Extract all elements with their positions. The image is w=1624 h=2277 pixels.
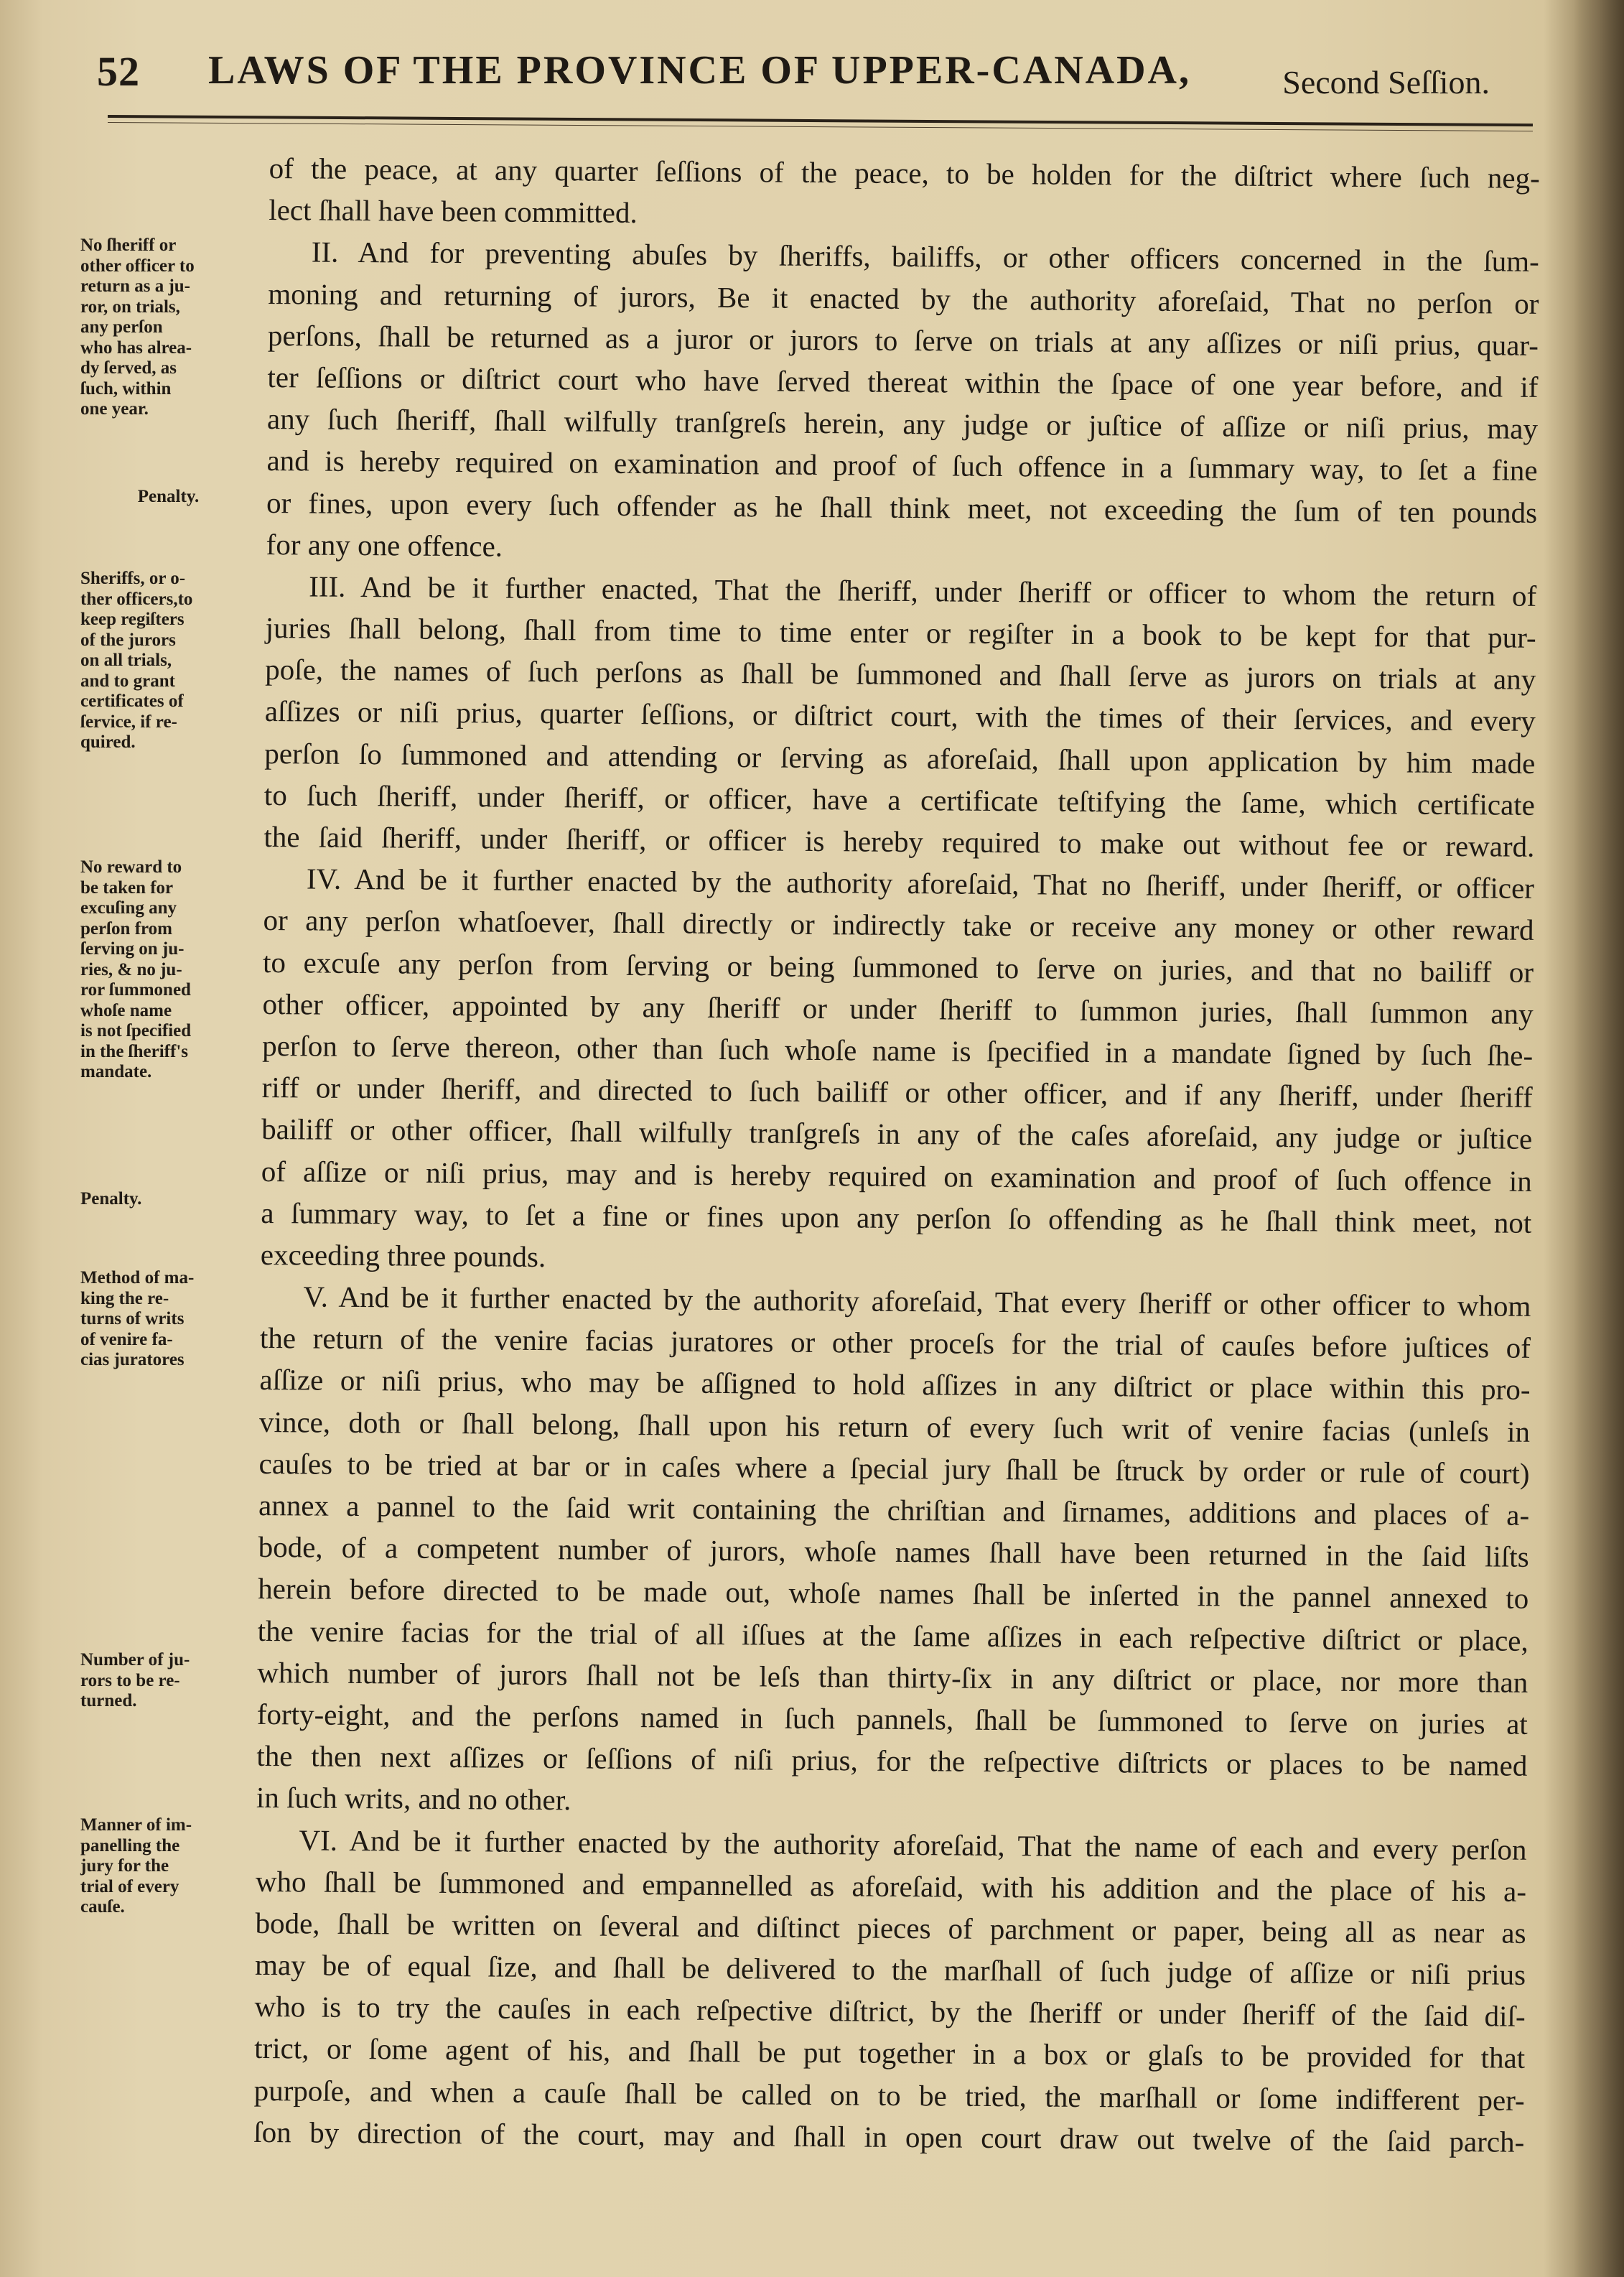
- margin-note-sheriffs-registers: Sheriffs, or o- ther officers,to keep regiſters of the jurors on all trials, and to grant certificates of ſervice, if re- quired.: [80, 569, 193, 752]
- text-line: vince, doth or ſhall belong, ſhall upon his return of every ſuch writ of venire facias (unleſs in: [258, 1405, 1531, 1448]
- running-head: [97, 42, 1504, 121]
- margin-note-no-reward: No reward to be taken for excuſing any perſon from ſerving on ju- ries, & no ju- ror ſummoned whoſe name is not ſpecified in the ſheriff's mandate.: [80, 857, 192, 1081]
- text-line: of aſſize or niſi prius, may and is hereby required on examination and proof of ſuch offence in: [261, 1154, 1532, 1198]
- text-line: bode, of a competent number of jurors, whoſe names ſhall have been returned in the ſaid liſts: [258, 1530, 1529, 1574]
- running-title: LAWS OF THE PROVINCE OF UPPER-CANADA,: [208, 48, 1191, 93]
- text-line: any ſuch ſheriff, ſhall wilfully tranſgreſs herein, any judge or juſtice of aſſize or niſi prius, may: [266, 402, 1539, 446]
- text-line: the ſaid ſheriff, under ſheriff, or officer is hereby required to make out without fee or reward.: [263, 819, 1535, 863]
- text-line: trict, or ſome agent of his, and ſhall be put together in a box or glaſs to be provided for that: [254, 2031, 1526, 2075]
- margin-note-venire-facias-returns: Method of ma- king the re- turns of writs of venire fa- cias juratores: [80, 1268, 195, 1369]
- text-line: exceeding three pounds.: [260, 1237, 546, 1273]
- text-line: aſſizes or niſi prius, quarter ſeſſions, or diſtrict court, with the times of their ſervices, and every: [264, 694, 1536, 738]
- text-line: in ſuch writs, and no other.: [256, 1781, 571, 1817]
- text-line: for any one offence.: [266, 527, 503, 563]
- text-line: purpoſe, and when a cauſe ſhall be called on to be tried, the marſhall or ſome indifferent per-: [253, 2073, 1525, 2117]
- text-line: ter ſeſſions or diſtrict court who have ſerved thereat within the ſpace of one year before, and if: [267, 360, 1539, 404]
- page-number: 52: [97, 48, 140, 95]
- text-line: to excuſe any perſon from ſerving or being ſummoned to ſerve on juries, and that no bailiff or: [262, 945, 1534, 989]
- text-line: who ſhall be ſummoned and empannelled as aforeſaid, with his addition and the place of his a-: [255, 1864, 1527, 1908]
- session-label: Second Seſſion.: [1282, 64, 1490, 101]
- text-line: annex a pannel to the ſaid writ containing the chriſtian and ſirnames, additions and places of a-: [258, 1488, 1530, 1532]
- text-line: forty-eight, and the perſons named in ſuch pannels, ſhall be ſummoned to ſerve on juries at: [256, 1697, 1528, 1741]
- text-line: cauſes to be tried at bar or in caſes where a ſpecial jury ſhall be ſtruck by order or rule of court): [258, 1446, 1530, 1490]
- text-line: bailiff or other officer, ſhall wilfully tranſgreſs in any of the caſes aforeſaid, any judge or juſtice: [261, 1112, 1533, 1156]
- text-line: aſſize or niſi prius, who may be aſſigned to hold aſſizes in any diſtrict or place within this pro-: [259, 1363, 1531, 1407]
- section-V-start: V. And be it further enacted by the authority aforeſaid, That every ſheriff or other officer to whom: [303, 1280, 1531, 1323]
- text-line: the then next aſſizes or ſeſſions of niſi prius, for the reſpective diſtricts or places to be named: [256, 1739, 1528, 1782]
- text-line: moning and returning of jurors, Be it enacted by the authority aforeſaid, That no perſon or: [268, 276, 1539, 320]
- text-line: ſon by direction of the court, may and ſhall in open court draw out twelve of the ſaid parch-: [253, 2115, 1525, 2159]
- section-IV-start: IV. And be it further enacted by the authority aforeſaid, That no ſheriff, under ſheriff, or officer: [306, 862, 1535, 905]
- text-line: bode, ſhall be written on ſeveral and diſtinct pieces of parchment or paper, being all as near as: [255, 1906, 1526, 1950]
- text-line: who is to try the cauſes in each reſpective diſtrict, by the ſheriff or under ſheriff of the ſaid diſ-: [254, 1990, 1526, 2034]
- margin-note-number-of-jurors: Number of ju- rors to be re- turned.: [80, 1650, 190, 1710]
- text-line: of the peace, at any quarter ſeſſions of the peace, to be holden for the diſtrict where ſuch neg-: [269, 151, 1540, 195]
- text-line: riff or under ſheriff, and directed to ſuch bailiff or other officer, and if any ſheriff, under ſheriff: [261, 1071, 1533, 1114]
- margin-note-juror-once-a-year: No ſheriff or other officer to return as a ju- ror, on trials, any perſon who has alrea- dy ſerved, as ſuch, within one year.: [80, 236, 195, 419]
- text-line: or any perſon whatſoever, ſhall directly or indirectly take or receive any money or other reward: [263, 903, 1534, 947]
- text-line: and is hereby required on examination and proof of ſuch offence in a ſummary way, to ſet a fine: [266, 444, 1538, 488]
- text-line: to ſuch ſheriff, under ſheriff, or officer, have a certificate teſtifying the ſame, which certificate: [263, 778, 1536, 821]
- text-line: lect ſhall have been committed.: [269, 193, 638, 230]
- section-II-start: II. And for preventing abuſes by ſheriffs, bailiffs, or other officers concerned in the ſum-: [311, 235, 1539, 279]
- text-line: the venire facias for the trial of all iſſues at the ſame aſſizes in each reſpective diſtrict or place,: [257, 1614, 1529, 1657]
- text-line: other officer, appointed by any ſheriff or under ſheriff to ſummon juries, ſhall ſummon any: [262, 987, 1534, 1030]
- section-III-start: III. And be it further enacted, That the ſheriff, under ſheriff or officer to whom the return of: [309, 569, 1537, 613]
- text-line: may be of equal ſize, and ſhall be delivered to the marſhall of ſuch judge of aſſize or niſi prius: [254, 1947, 1526, 1991]
- text-line: perſon to ſerve thereon, other than ſuch whoſe name is ſpecified in a mandate ſigned by ſuch ſhe-: [261, 1028, 1534, 1072]
- margin-note-penalty-2: Penalty.: [80, 1189, 142, 1209]
- text-line: herein before directed to be made out, whoſe names ſhall be inſerted in the pannel annexed to: [258, 1572, 1529, 1616]
- margin-note-impanelling: Manner of im- panelling the jury for the trial of every cauſe.: [80, 1815, 192, 1917]
- text-line: a ſummary way, to ſet a fine or fines upon any perſon ſo offending as he ſhall think meet, not: [261, 1196, 1532, 1239]
- page-gutter-shadow: [1574, 0, 1624, 2277]
- text-line: the return of the venire facias juratores or other proceſs for the trial of cauſes before juſtices of: [259, 1321, 1531, 1365]
- text-line: or fines, upon every ſuch offender as he ſhall think meet, not exceeding the ſum of ten pounds: [266, 485, 1538, 529]
- text-line: perſon ſo ſummoned and attending or ſerving as aforeſaid, ſhall upon application by him made: [264, 736, 1536, 780]
- text-line: perſons, ſhall be returned as a juror or jurors to ſerve on trials at any aſſizes or niſi prius, quar-: [267, 318, 1539, 362]
- text-line: which number of jurors ſhall not be leſs than thirty-ſix in any diſtrict or place, nor more than: [257, 1655, 1529, 1699]
- margin-note-penalty: Penalty.: [137, 487, 200, 506]
- body-text: [253, 147, 1540, 2163]
- section-VI-start: VI. And be it further enacted by the authority aforeſaid, That the name of each and every perſon: [299, 1822, 1527, 1866]
- text-line: poſe, the names of ſuch perſons as ſhall be ſummoned and ſhall ſerve as jurors on trials at any: [265, 653, 1536, 697]
- text-line: juries ſhall belong, ſhall from time to time enter or regiſter in a book to be kept for that pur-: [265, 611, 1536, 654]
